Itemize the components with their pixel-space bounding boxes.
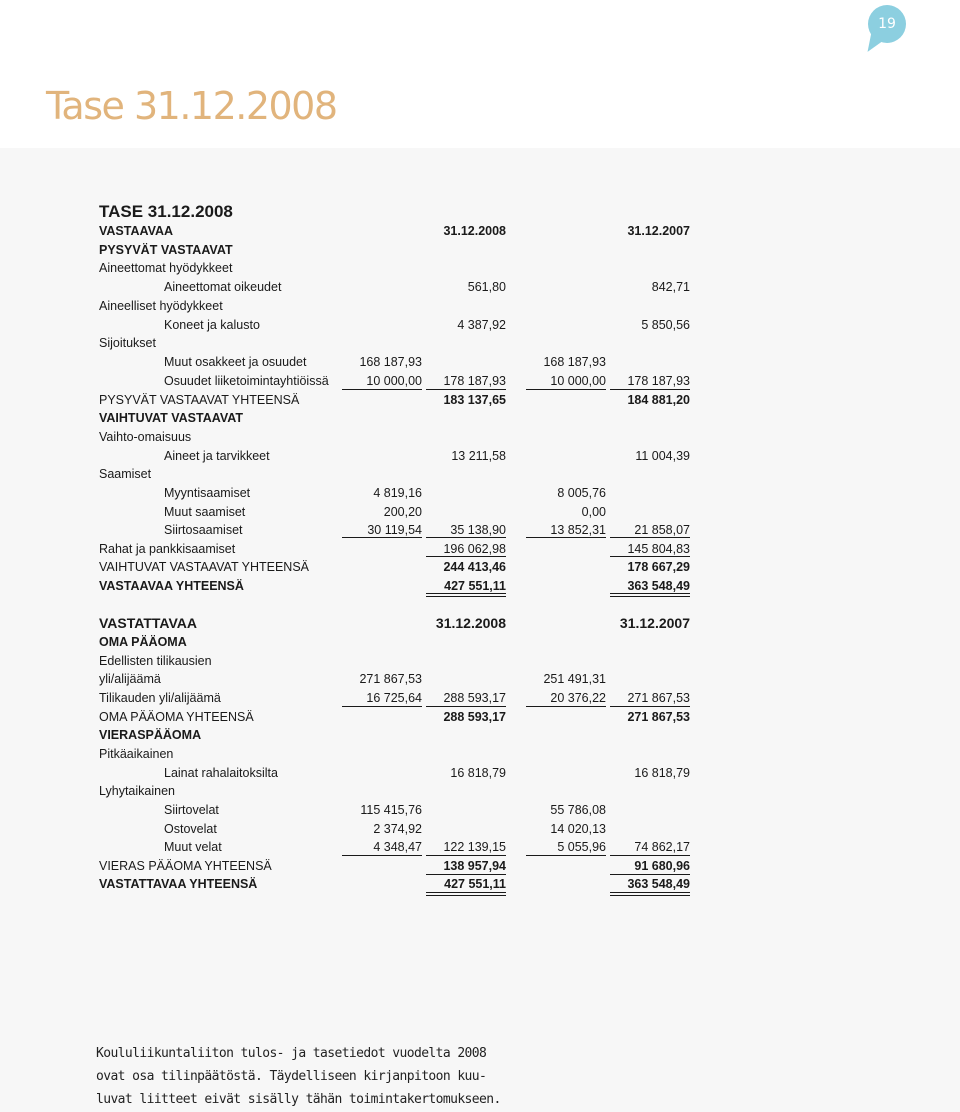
- cell-c3: 168 187,93: [543, 355, 606, 369]
- table-row: [0, 297, 960, 315]
- footnote: [96, 1042, 501, 1111]
- table-row: [0, 745, 960, 763]
- row-label: OMA PÄÄOMA: [99, 635, 187, 649]
- cell-c2: 16 818,79: [450, 766, 506, 780]
- rule-line: [526, 537, 606, 538]
- cell-c1: 200,20: [383, 505, 422, 519]
- rule-line: [342, 389, 422, 390]
- row-label: Pitkäaikainen: [99, 747, 174, 761]
- cell-c2: 138 957,94: [443, 859, 506, 873]
- cell-c1: 30 119,54: [367, 523, 422, 537]
- rule-line: [426, 556, 506, 557]
- cell-c1: 115 415,76: [360, 803, 422, 817]
- cell-c3: 8 005,76: [557, 486, 606, 500]
- row-label: Lyhytaikainen: [99, 784, 175, 798]
- cell-c4: 145 804,83: [627, 542, 690, 556]
- footnote-line: ovat osa tilinpäätöstä. Täydelliseen kirjanpitoon kuu-: [96, 1069, 487, 1084]
- rule-line: [426, 855, 506, 856]
- rule-line: [610, 537, 690, 538]
- rule-line: [426, 596, 506, 597]
- table-row: [0, 353, 960, 371]
- table-row: [0, 503, 960, 521]
- row-label: Muut osakkeet ja osuudet: [164, 355, 307, 369]
- table-row: [0, 689, 960, 707]
- cell-c1: 10 000,00: [366, 374, 422, 388]
- cell-c3: 5 055,96: [557, 840, 606, 854]
- cell-c2: 178 187,93: [443, 374, 506, 388]
- row-label: VASTAAVAA: [99, 224, 174, 238]
- rule-line: [426, 537, 506, 538]
- cell-c2: 122 139,15: [443, 840, 506, 854]
- rule-line: [426, 593, 506, 594]
- rule-line: [426, 706, 506, 707]
- cell-c2: 13 211,58: [451, 449, 506, 463]
- table-row: [0, 633, 960, 651]
- cell-c2: 427 551,11: [444, 877, 506, 891]
- table-row: [0, 241, 960, 259]
- cell-c4: 31.12.2007: [619, 615, 690, 631]
- rule-line: [426, 389, 506, 390]
- row-label: Aineelliset hyödykkeet: [99, 299, 223, 313]
- cell-c3: 20 376,22: [550, 691, 606, 705]
- row-label: Vaihto-omaisuus: [99, 430, 192, 444]
- row-label: VASTATTAVAA: [99, 615, 197, 631]
- row-label: Aineet ja tarvikkeet: [164, 449, 270, 463]
- cell-c4: 16 818,79: [634, 766, 690, 780]
- cell-c4: 5 850,56: [641, 318, 690, 332]
- page-number: 19: [878, 16, 896, 32]
- rule-line: [526, 706, 606, 707]
- cell-c4: 21 858,07: [634, 523, 690, 537]
- row-label: Siirtosaamiset: [164, 523, 243, 537]
- row-label: Myyntisaamiset: [164, 486, 251, 500]
- table-row: [0, 764, 960, 782]
- cell-c4: 91 680,96: [634, 859, 690, 873]
- row-label: Rahat ja pankkisaamiset: [99, 542, 236, 556]
- page-heading: Tase 31.12.2008: [46, 84, 337, 128]
- table-row: [0, 857, 960, 875]
- rule-line: [610, 895, 690, 896]
- table-row: [0, 726, 960, 744]
- cell-c2: 183 137,65: [443, 393, 506, 407]
- table-row: [0, 652, 960, 670]
- table-row: [0, 278, 960, 296]
- cell-c2: 561,80: [467, 280, 506, 294]
- row-label: OMA PÄÄOMA YHTEENSÄ: [99, 710, 254, 724]
- row-label: Lainat rahalaitoksilta: [164, 766, 278, 780]
- row-label: VIERAS PÄÄOMA YHTEENSÄ: [99, 859, 272, 873]
- rule-line: [610, 596, 690, 597]
- row-label: VASTAAVAA YHTEENSÄ: [99, 579, 244, 593]
- cell-c3: 0,00: [581, 505, 606, 519]
- cell-c3: 14 020,13: [550, 822, 606, 836]
- table-row: [0, 484, 960, 502]
- balance-sheet-title: TASE 31.12.2008: [99, 202, 233, 221]
- rule-line: [610, 389, 690, 390]
- cell-c4: 74 862,17: [634, 840, 690, 854]
- cell-c2: 427 551,11: [444, 579, 506, 593]
- row-label: VAIHTUVAT VASTAAVAT: [99, 411, 243, 425]
- rule-line: [610, 593, 690, 594]
- cell-c1: 168 187,93: [359, 355, 422, 369]
- cell-c4: 178 667,29: [627, 560, 690, 574]
- cell-c4: 178 187,93: [627, 374, 690, 388]
- cell-c1: 16 725,64: [366, 691, 422, 705]
- row-label: Tilikauden yli/alijäämä: [99, 691, 221, 705]
- cell-c4: 363 548,49: [627, 579, 690, 593]
- table-row: [0, 670, 960, 688]
- rule-line: [610, 874, 690, 875]
- cell-c2: 31.12.2008: [435, 615, 506, 631]
- table-row: [0, 820, 960, 838]
- cell-c3: 251 491,31: [543, 672, 606, 686]
- cell-c2: 196 062,98: [443, 542, 506, 556]
- rule-line: [342, 537, 422, 538]
- row-label: Aineettomat oikeudet: [164, 280, 282, 294]
- cell-c4: 184 881,20: [627, 393, 690, 407]
- footnote-line: luvat liitteet eivät sisälly tähän toimintakertomukseen.: [96, 1092, 501, 1107]
- table-row: [0, 259, 960, 277]
- row-label: Sijoitukset: [99, 336, 156, 350]
- row-label: VAIHTUVAT VASTAAVAT YHTEENSÄ: [99, 560, 310, 574]
- row-label: PYSYVÄT VASTAAVAT YHTEENSÄ: [99, 393, 300, 407]
- cell-c1: 271 867,53: [359, 672, 422, 686]
- rule-line: [610, 706, 690, 707]
- rule-line: [610, 556, 690, 557]
- rule-line: [342, 706, 422, 707]
- row-label: VASTATTAVAA YHTEENSÄ: [99, 877, 258, 891]
- cell-c4: 363 548,49: [627, 877, 690, 891]
- table-row: [0, 708, 960, 726]
- table-row: [0, 801, 960, 819]
- row-label: Muut velat: [164, 840, 222, 854]
- row-label: Koneet ja kalusto: [164, 318, 260, 332]
- table-row: [0, 409, 960, 427]
- cell-c3: 13 852,31: [550, 523, 606, 537]
- table-row: [0, 614, 960, 632]
- cell-c2: 288 593,17: [443, 691, 506, 705]
- row-label: Siirtovelat: [164, 803, 219, 817]
- table-row: [0, 465, 960, 483]
- row-label: VIERASPÄÄOMA: [99, 728, 202, 742]
- cell-c2: 244 413,46: [443, 560, 506, 574]
- cell-c4: 271 867,53: [627, 710, 690, 724]
- rule-line: [610, 892, 690, 893]
- table-row: [0, 447, 960, 465]
- row-label: Saamiset: [99, 467, 152, 481]
- row-label: Muut saamiset: [164, 505, 246, 519]
- rule-line: [526, 389, 606, 390]
- table-row: [0, 334, 960, 352]
- cell-c4: 11 004,39: [635, 449, 690, 463]
- rule-line: [342, 855, 422, 856]
- row-label: Aineettomat hyödykkeet: [99, 261, 233, 275]
- table-row: [0, 558, 960, 576]
- cell-c4: 31.12.2007: [627, 224, 690, 238]
- table-row: [0, 428, 960, 446]
- table-row: [0, 391, 960, 409]
- cell-c3: 10 000,00: [550, 374, 606, 388]
- table-row: [0, 875, 960, 893]
- table-row: [0, 838, 960, 856]
- page-number-badge: [868, 5, 906, 43]
- cell-c2: 288 593,17: [443, 710, 506, 724]
- footnote-line: Koululiikuntaliiton tulos- ja tasetiedot vuodelta 2008: [96, 1046, 487, 1061]
- cell-c1: 4 348,47: [373, 840, 422, 854]
- rule-line: [610, 855, 690, 856]
- row-label: yli/alijäämä: [99, 672, 161, 686]
- table-row: [0, 782, 960, 800]
- cell-c4: 842,71: [651, 280, 690, 294]
- cell-c2: 4 387,92: [457, 318, 506, 332]
- row-label: PYSYVÄT VASTAAVAT: [99, 243, 233, 257]
- cell-c2: 35 138,90: [450, 523, 506, 537]
- row-label: Ostovelat: [164, 822, 217, 836]
- cell-c1: 4 819,16: [373, 486, 422, 500]
- table-row: [0, 316, 960, 334]
- rule-line: [426, 874, 506, 875]
- table-row: [0, 222, 960, 240]
- rule-line: [426, 895, 506, 896]
- cell-c1: 2 374,92: [373, 822, 422, 836]
- row-label: Edellisten tilikausien: [99, 654, 212, 668]
- cell-c2: 31.12.2008: [443, 224, 506, 238]
- cell-c3: 55 786,08: [550, 803, 606, 817]
- cell-c4: 271 867,53: [627, 691, 690, 705]
- table-row: [0, 372, 960, 390]
- rule-line: [526, 855, 606, 856]
- row-label: Osuudet liiketoimintayhtiöissä: [164, 374, 329, 388]
- rule-line: [426, 892, 506, 893]
